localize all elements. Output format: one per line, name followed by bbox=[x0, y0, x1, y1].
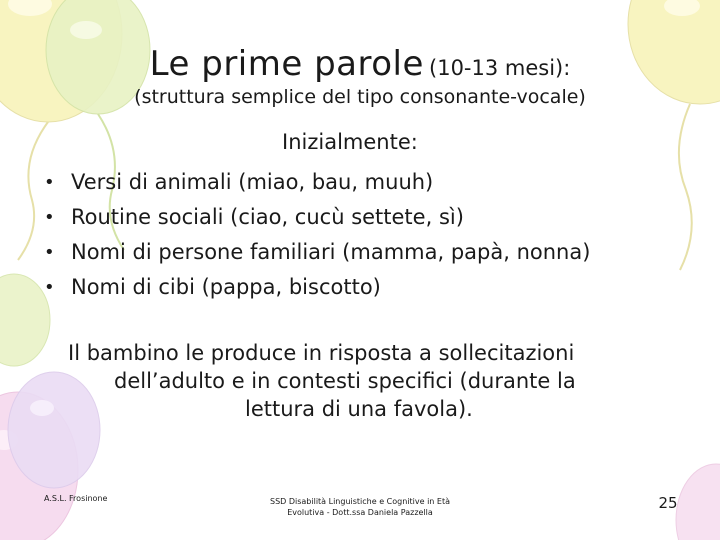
bullet-text: Versi di animali (miao, bau, muuh) bbox=[71, 170, 434, 194]
slide-subtitle: (struttura semplice del tipo consonante-vocale) bbox=[134, 86, 586, 108]
paragraph-line: dell’adulto e in contesti specifici (durante la bbox=[114, 369, 576, 393]
title-main: Le prime parole bbox=[149, 44, 424, 84]
page-number: 25 bbox=[658, 494, 678, 512]
bullet-text: Routine sociali (ciao, cucù settete, sì) bbox=[71, 205, 464, 229]
body-paragraph bbox=[68, 339, 668, 423]
bullet-text: Nomi di persone familiari (mamma, papà, nonna) bbox=[71, 240, 591, 264]
slide-title bbox=[0, 44, 720, 84]
footer-course-line: SSD Disabilità Linguistiche e Cognitive in Età bbox=[269, 497, 451, 506]
bullet-item bbox=[44, 235, 590, 270]
footer-course bbox=[230, 496, 490, 518]
title-age: (10-13 mesi): bbox=[429, 56, 571, 80]
intro-text: Inizialmente: bbox=[282, 130, 418, 154]
bullet-icon: • bbox=[44, 277, 55, 298]
footer-organization: A.S.L. Frosinone bbox=[44, 494, 108, 503]
bullet-icon: • bbox=[44, 242, 55, 263]
bullet-item bbox=[44, 270, 590, 305]
green-balloon-left bbox=[0, 274, 50, 366]
bullet-list bbox=[44, 165, 590, 305]
bullet-item bbox=[44, 200, 590, 235]
bullet-text: Nomi di cibi (pappa, biscotto) bbox=[71, 275, 381, 299]
bullet-icon: • bbox=[44, 207, 55, 228]
paragraph-line: Il bambino le produce in risposta a sollecitazioni bbox=[68, 341, 575, 365]
footer-course-line: Evolutiva - Dott.ssa Daniela Pazzella bbox=[287, 508, 433, 517]
bullet-item bbox=[44, 165, 590, 200]
paragraph-line: lettura di una favola). bbox=[245, 397, 473, 421]
bullet-icon: • bbox=[44, 172, 55, 193]
